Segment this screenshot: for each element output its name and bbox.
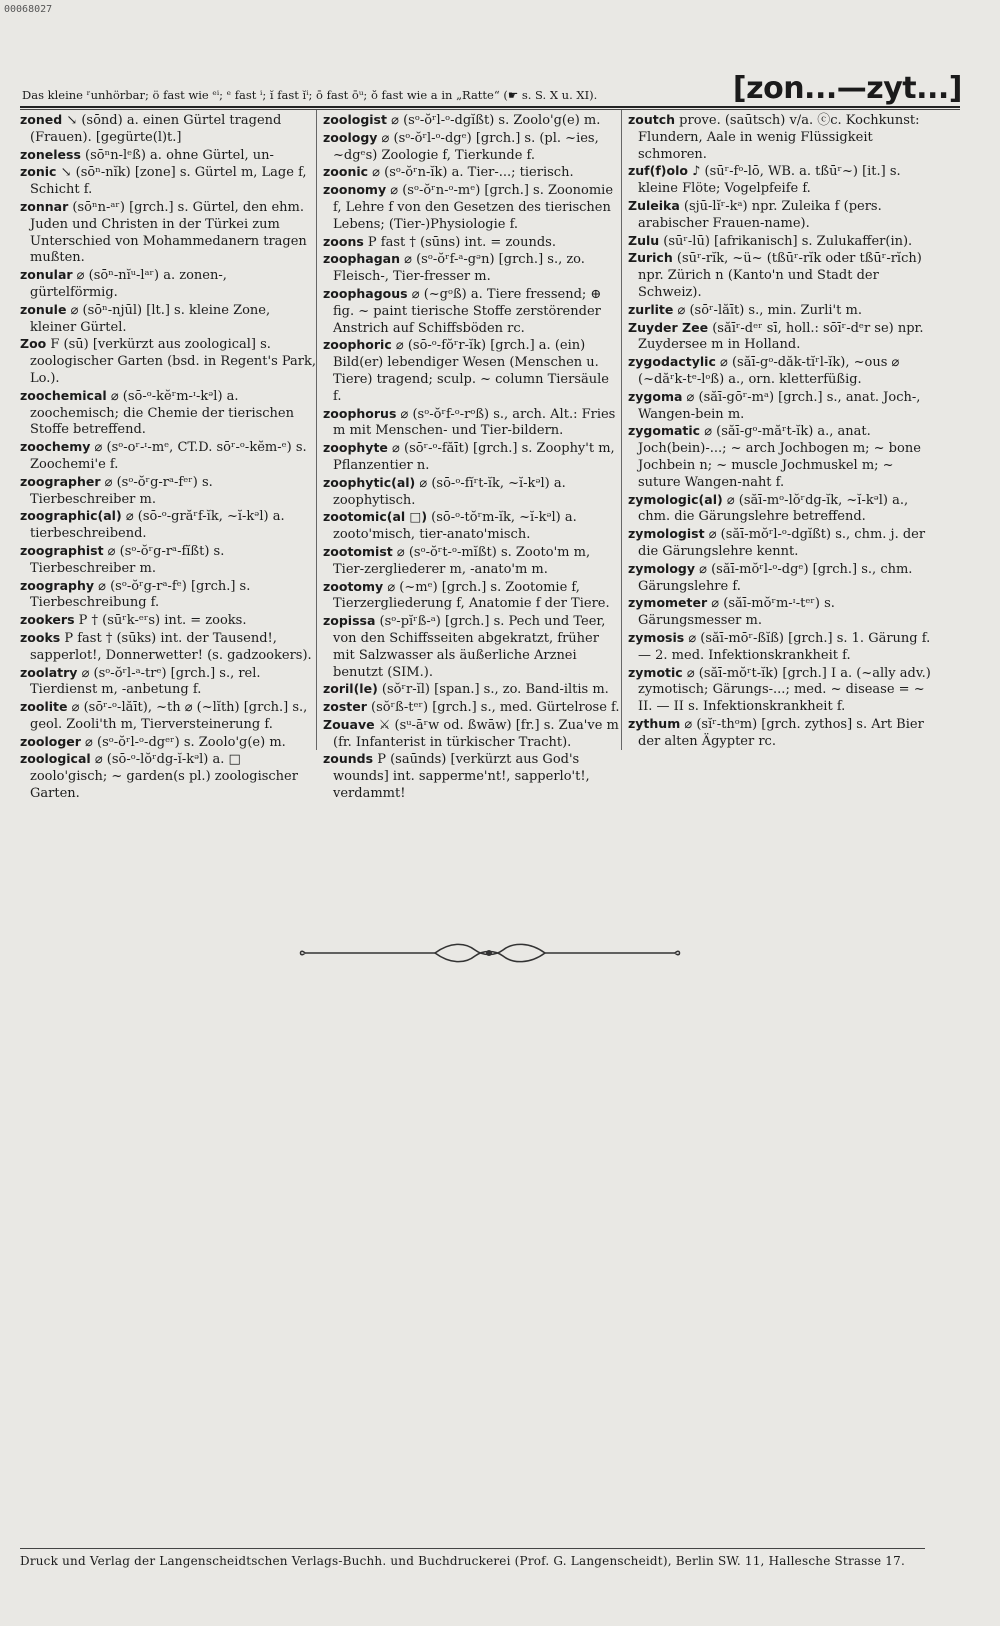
entry-definition: P fast † (sūks) int. der Tausend!, sapperlot!, Donnerwetter! (s. gadzookers). bbox=[30, 630, 312, 663]
entry-headword: zoophorus bbox=[323, 405, 397, 421]
entry-headword: zymotic bbox=[628, 664, 683, 680]
entry-definition: (sōⁿn-ᵃʳ) [grch.] s. Gürtel, den ehm. Juden und Christen in der Türkei zum Unterschied von Mohammedanern tragen mußten. bbox=[30, 199, 307, 266]
entry-definition: ⌀ (săī-mŏʳm-ᶦ-tᵉʳ) s. Gärungsmesser m. bbox=[638, 596, 835, 629]
dictionary-entry bbox=[20, 112, 318, 147]
entry-definition: (sūʳ-rĭk, ~ü~ (tßūʳ-rĭk oder tßūʳ-rĭch) npr. Zürich n (Kanto'n und Stadt der Schweiz). bbox=[638, 251, 922, 300]
entry-definition: ⌀ (sᵒ-ŏʳl-ᵒ-dgᵉ) [grch.] s. (pl. ~ies, ~dgᵉs) Zoologie f, Tierkunde f. bbox=[333, 130, 599, 163]
entry-headword: zoophagan bbox=[323, 251, 401, 267]
dictionary-entry bbox=[628, 233, 933, 251]
entry-headword: zurlite bbox=[628, 301, 674, 317]
entry-headword: zonnar bbox=[20, 198, 69, 214]
dictionary-entry bbox=[20, 699, 318, 734]
dictionary-entry bbox=[20, 199, 318, 267]
entry-headword: zygomatic bbox=[628, 423, 701, 439]
dictionary-entry bbox=[20, 508, 318, 543]
entry-definition: ↘ (sōnd) a. einen Gürtel tragend (Frauen). [gegürte(l)t.] bbox=[30, 113, 282, 145]
dictionary-entry bbox=[20, 578, 318, 613]
entry-definition: ⌀ (săī-gōʳ-mᵃ) [grch.] s., anat. Joch-, Wangen-bein m. bbox=[638, 389, 921, 422]
dictionary-entry bbox=[628, 198, 933, 233]
dictionary-entry bbox=[323, 234, 621, 252]
entry-headword: zooks bbox=[20, 629, 61, 645]
entry-headword: zoology bbox=[323, 129, 378, 145]
page-range: [zon...—zyt...] bbox=[732, 71, 962, 106]
entry-headword: zoned bbox=[20, 112, 63, 127]
dictionary-entry bbox=[628, 561, 933, 596]
pronunciation-key: Das kleine ʳunhörbar; ö fast wie ᵉⁱ; ᵉ fast ⁱ; ĭ fast ĭⁱ; ō fast ōᵘ; ŏ fast wie a in „Ratte“ (☛ s. S. X u. XI). bbox=[22, 88, 598, 102]
entry-definition: (sūʳ-lū) [afrikanisch] s. Zulukaffer(in). bbox=[659, 233, 913, 249]
entry-headword: zootomy bbox=[323, 578, 384, 594]
entry-definition: prove. (saūtsch) v/a. ⓒc. Kochkunst: Flundern, Aale in wenig Flüssigkeit schmoren. bbox=[638, 113, 920, 162]
dictionary-entry bbox=[323, 337, 621, 405]
entry-headword: zymology bbox=[628, 560, 696, 576]
entry-definition: ⌀ (sᵒ-oʳ-ᶦ-mᵉ, CT.D. sōʳ-ᵒ-kĕm-ᵉ) s. Zoochemi'e f. bbox=[30, 440, 307, 472]
entry-definition: ⌀ (sō-ᵒ-grăʳf-ĭk, ~ĭ-kᵊl) a. tierbeschreibend. bbox=[30, 509, 285, 542]
footer-rule bbox=[20, 1548, 925, 1549]
dictionary-entry bbox=[323, 440, 621, 475]
entry-headword: zygodactylic bbox=[628, 354, 716, 370]
dictionary-entry bbox=[20, 665, 318, 700]
entry-definition: P fast † (sūns) int. = zounds. bbox=[363, 234, 556, 250]
entry-headword: zootomic(al □) bbox=[323, 509, 428, 525]
entry-definition: ⚔ (sᵘ-āʳw od. ßwāw) [fr.] s. Zua've m (fr. Infanterist in türkischer Tracht). bbox=[333, 717, 619, 750]
entry-headword: zymologist bbox=[628, 526, 705, 542]
entry-headword: zoological bbox=[20, 751, 91, 767]
scan-id: 00068027 bbox=[4, 4, 53, 15]
entry-headword: zoochemical bbox=[20, 387, 107, 403]
column-divider bbox=[621, 110, 622, 750]
dictionary-entry bbox=[323, 544, 621, 579]
entry-definition: ⌀ (săī-gᵒ-măʳt-ĭk) a., anat. Joch(bein)-...; ~ arch Jochbogen m; ~ bone Jochbein n; ~ muscle Jochmuskel m; ~ suture Wangen-naht f. bbox=[638, 424, 921, 490]
dictionary-entry bbox=[323, 509, 621, 544]
entry-definition: ⌀ (sᵒ-ŏʳg-rᵃ-fĭßt) s. Tierbeschreiber m. bbox=[30, 543, 225, 576]
entry-headword: Zoo bbox=[20, 336, 47, 352]
entry-headword: zoographic(al) bbox=[20, 508, 122, 524]
dictionary-entry bbox=[20, 267, 318, 302]
entry-definition: ⌀ (sō-ᵒ-lŏʳdg-ĭ-kᵊl) a. □ zoolo'gisch; ~ garden(s pl.) zoologischer Garten. bbox=[30, 752, 298, 802]
entry-definition: P † (sūʳk-ᵉʳs) int. = zooks. bbox=[74, 613, 247, 629]
entry-headword: zonule bbox=[20, 301, 67, 317]
entry-headword: zoolite bbox=[20, 699, 68, 715]
header-rule-thin bbox=[20, 109, 960, 110]
dictionary-entry bbox=[20, 164, 318, 199]
entry-definition: (sŏʳr-ĭl) [span.] s., zo. Band-iltis m. bbox=[377, 682, 609, 698]
dictionary-entry bbox=[628, 163, 933, 198]
entry-headword: Zulu bbox=[628, 232, 660, 248]
entry-headword: zymometer bbox=[628, 595, 708, 611]
ornament-rule bbox=[295, 938, 685, 968]
entry-headword: zootomist bbox=[323, 543, 393, 559]
entry-definition: ⌀ (sᵒ-ŏʳg-rᵃ-fᵉʳ) s. Tierbeschreiber m. bbox=[30, 474, 213, 507]
entry-definition: ⌀ (sᵒ-ŏʳg-rᵃ-fᵉ) [grch.] s. Tierbeschreibung f. bbox=[30, 578, 251, 611]
dictionary-entry bbox=[628, 389, 933, 424]
entry-definition: ⌀ (sᵒ-ŏʳn-ĭk) a. Tier-...; tierisch. bbox=[368, 165, 574, 181]
entry-definition: (sōⁿn-lᵉß) a. ohne Gürtel, un- bbox=[80, 147, 274, 163]
dictionary-entry bbox=[323, 164, 621, 182]
dictionary-entry bbox=[628, 716, 933, 751]
entry-headword: zoolatry bbox=[20, 664, 78, 680]
entry-headword: Zouave bbox=[323, 716, 375, 732]
entry-headword: zonic bbox=[20, 164, 57, 180]
dictionary-entry bbox=[20, 439, 318, 474]
dictionary-entry bbox=[323, 475, 621, 510]
entry-headword: Zurich bbox=[628, 250, 673, 266]
entry-headword: zythum bbox=[628, 715, 681, 731]
dictionary-entry bbox=[323, 112, 621, 130]
entry-definition: ⌀ (săī-gᵒ-dăk-tĭʳl-ĭk), ~ous ⌀ (~dăʳk-tᵉ-lᵒß) a., orn. kletterfüßig. bbox=[638, 355, 900, 387]
entry-headword: zoographer bbox=[20, 473, 101, 489]
entry-headword: zoophytic(al) bbox=[323, 474, 416, 490]
entry-headword: Zuyder Zee bbox=[628, 319, 709, 335]
dictionary-entry bbox=[20, 302, 318, 337]
entry-definition: (sō-ᵒ-tŏʳm-ĭk, ~ĭ-kᵊl) a. zooto'misch, tier-anato'misch. bbox=[333, 510, 577, 543]
dictionary-entry bbox=[323, 717, 621, 752]
entry-headword: zoophoric bbox=[323, 337, 392, 353]
dictionary-entry bbox=[323, 406, 621, 441]
entry-definition: ⌀ (sō-ᵒ-kĕʳm-ᶦ-kᵊl) a. zoochemisch; die Chemie der tierischen Stoffe betreffend. bbox=[30, 388, 294, 438]
entry-headword: zoster bbox=[323, 699, 367, 715]
dictionary-entry bbox=[323, 751, 621, 802]
dictionary-entry bbox=[323, 286, 621, 337]
entry-headword: zoologist bbox=[323, 112, 387, 127]
running-head bbox=[22, 72, 962, 106]
entry-definition: ⌀ (săī-mŏʳt-ĭk) [grch.] I a. (~ally adv.) zymotisch; Gärungs-...; med. ~ disease = ~ II. — II s. Infektionskrankheit f. bbox=[638, 665, 931, 715]
dictionary-entry bbox=[628, 630, 933, 665]
entry-definition: ⌀ (sᵒ-ŏʳl-ᵃ-trᵉ) [grch.] s., rel. Tierdienst m, -anbetung f. bbox=[30, 665, 261, 698]
entry-definition: ⌀ (săī-mᵒ-lŏʳdg-ĭk, ~ĭ-kᵊl) a., chm. die Gärungslehre betreffend. bbox=[638, 492, 909, 525]
dictionary-entry bbox=[323, 613, 621, 681]
dictionary-entry bbox=[628, 302, 933, 320]
entry-definition: ⌀ (sᵒ-ŏʳt-ᵒ-mĭßt) s. Zooto'm m, Tier-zergliederer m, -anato'm m. bbox=[333, 544, 591, 577]
dictionary-entry bbox=[628, 250, 933, 301]
dictionary-entry bbox=[20, 147, 318, 165]
entry-definition: ⌀ (~gᵒß) a. Tiere fressend; ⊕ fig. ~ paint tierische Stoffe zerstörender Anstrich auf Schiffsböden rc. bbox=[333, 286, 602, 336]
entry-definition: (sŏʳß-tᵉʳ) [grch.] s., med. Gürtelrose f. bbox=[366, 700, 620, 716]
entry-headword: zygoma bbox=[628, 388, 683, 404]
dictionary-entry bbox=[20, 336, 318, 387]
imprint-footer: Druck und Verlag der Langenscheidtschen Verlags-Buchh. und Buchdruckerei (Prof. G. Langenscheidt), Berlin SW. 11, Hallesche Strasse 17. bbox=[20, 1554, 905, 1568]
entry-definition: ↘ (sōⁿ-nĭk) [zone] s. Gürtel m, Lage f, Schicht f. bbox=[30, 165, 307, 198]
dictionary-entry bbox=[628, 526, 933, 561]
entry-definition: ⌀ (sᵒ-ŏʳl-ᵒ-dgĭßt) s. Zoolo'g(e) m. bbox=[386, 113, 601, 128]
entry-definition: ⌀ (sōⁿ-nĭᵘ-lᵃʳ) a. zonen-, gürtelförmig. bbox=[30, 268, 227, 300]
entry-definition: ⌀ (sōʳ-ᵒ-făīt) [grch.] s. Zoophy't m, Pflanzentier n. bbox=[333, 441, 615, 473]
entry-definition: ⌀ (sō-ᵒ-fĭʳt-ĭk, ~ĭ-kᵊl) a. zoophytisch. bbox=[333, 475, 566, 508]
entry-definition: ⌀ (sō-ᵒ-fŏʳr-ĭk) [grch.] a. (ein) Bild(er) lebendiger Wesen (Menschen u. Tiere) tragend; sculp. ~ column Tiersäule f. bbox=[333, 338, 609, 404]
dictionary-entry bbox=[20, 751, 318, 802]
dictionary-entry bbox=[628, 595, 933, 630]
entry-definition: ⌀ (~mᵉ) [grch.] s. Zootomie f, Tierzergliederung f, Anatomie f der Tiere. bbox=[333, 579, 610, 612]
dictionary-entry bbox=[20, 630, 318, 665]
dictionary-entry bbox=[323, 182, 621, 233]
entry-definition: ⌀ (săī-mŏʳl-ᵒ-dgĭßt) s., chm. j. der die Gärungslehre kennt. bbox=[638, 527, 926, 559]
entry-definition: (sjū-lĭʳ-kᵃ) npr. Zuleika f (pers. arabischer Frauen-name). bbox=[638, 198, 882, 231]
entry-definition: P (saūnds) [verkürzt aus God's wounds] int. sapperme'nt!, sapperlo't!, verdammt! bbox=[333, 752, 590, 802]
dictionary-entry bbox=[628, 665, 933, 716]
entry-headword: zoophagous bbox=[323, 285, 408, 301]
entry-definition: ⌀ (sōʳ-lăīt) s., min. Zurli't m. bbox=[673, 302, 862, 318]
header-rule bbox=[20, 106, 960, 108]
entry-definition: ⌀ (sĭʳ-thᵒm) [grch. zythos] s. Art Bier der alten Ägypter rc. bbox=[638, 716, 924, 749]
column-2 bbox=[323, 112, 621, 803]
entry-definition: ♪ (sūʳ-fᵒ-lō, WB. a. tßūʳ~) [it.] s. kleine Flöte; Vogelpfeife f. bbox=[638, 164, 901, 197]
entry-headword: zuf(f)olo bbox=[628, 163, 688, 179]
dictionary-entry bbox=[20, 543, 318, 578]
entry-headword: zonular bbox=[20, 267, 73, 283]
column-3 bbox=[628, 112, 933, 750]
dictionary-entry bbox=[628, 423, 933, 491]
entry-headword: zoneless bbox=[20, 146, 81, 162]
entry-definition: (săīʳ-dᵉʳ sī, holl.: sōīʳ-dᵉr se) npr. Zuydersee m in Holland. bbox=[638, 320, 924, 353]
entry-headword: zoons bbox=[323, 233, 364, 249]
entry-headword: zoril(le) bbox=[323, 681, 378, 697]
entry-definition: ⌀ (săī-mŏʳl-ᵒ-dgᵉ) [grch.] s., chm. Gärungslehre f. bbox=[638, 561, 913, 594]
dictionary-entry bbox=[20, 388, 318, 439]
dictionary-entry bbox=[628, 354, 933, 389]
dictionary-entry bbox=[628, 112, 933, 163]
dictionary-entry bbox=[628, 492, 933, 527]
entry-headword: zoologer bbox=[20, 733, 81, 749]
dictionary-entry bbox=[20, 474, 318, 509]
entry-definition: ⌀ (sᵒ-ŏʳl-ᵒ-dgᵉʳ) s. Zoolo'g(e) m. bbox=[80, 734, 286, 750]
dictionary-entry bbox=[323, 130, 621, 165]
entry-definition: ⌀ (sōⁿ-njūl) [lt.] s. kleine Zone, kleiner Gürtel. bbox=[30, 302, 271, 335]
entry-headword: zymologic(al) bbox=[628, 491, 723, 507]
dictionary-entry bbox=[323, 251, 621, 286]
dictionary-entry bbox=[20, 734, 318, 752]
entry-definition: F (sū) [verkürzt aus zoological] s. zoologischer Garten (bsd. in Regent's Park, Lo.). bbox=[30, 337, 317, 386]
entry-headword: zoographist bbox=[20, 542, 104, 558]
entry-headword: zoography bbox=[20, 577, 94, 593]
entry-headword: zymosis bbox=[628, 629, 685, 645]
entry-headword: zoutch bbox=[628, 112, 676, 127]
dictionary-entry bbox=[323, 699, 621, 717]
entry-definition: (sᵒ-pĭʳß-ᵃ) [grch.] s. Pech und Teer, von den Schiffsseiten abgekratzt, früher mit Salzwasser als äußerliche Arznei benutzt (SIM.). bbox=[333, 614, 606, 680]
entry-headword: zopissa bbox=[323, 613, 376, 629]
dictionary-entry bbox=[323, 681, 621, 699]
dictionary-entry bbox=[628, 320, 933, 355]
entry-headword: zounds bbox=[323, 751, 374, 767]
entry-headword: zookers bbox=[20, 612, 75, 628]
entry-headword: zoonic bbox=[323, 164, 369, 180]
entry-definition: ⌀ (sᵒ-ŏʳf-ᵒ-rᵒß) s., arch. Alt.: Fries m mit Menschen- und Tier-bildern. bbox=[333, 406, 616, 439]
entry-headword: Zuleika bbox=[628, 197, 680, 213]
entry-definition: ⌀ (sᵒ-ŏʳn-ᵒ-mᵉ) [grch.] s. Zoonomie f, Lehre f von den Gesetzen des tierischen Lebens; (Tier-)Physiologie f. bbox=[333, 183, 614, 232]
entry-headword: zoophyte bbox=[323, 440, 388, 456]
column-1 bbox=[20, 112, 318, 803]
dictionary-entry bbox=[323, 579, 621, 614]
entry-definition: ⌀ (sᵒ-ŏʳf-ᵃ-gᵊn) [grch.] s., zo. Fleisch-, Tier-fresser m. bbox=[333, 252, 585, 285]
entry-headword: zoonomy bbox=[323, 182, 387, 198]
entry-definition: ⌀ (sōʳ-ᵒ-lăīt), ~th ⌀ (~lĭth) [grch.] s., geol. Zooli'th m, Tierversteinerung f. bbox=[30, 700, 308, 732]
dictionary-entry bbox=[20, 612, 318, 630]
entry-headword: zoochemy bbox=[20, 439, 91, 455]
entry-definition: ⌀ (săī-mōʳ-ßĭß) [grch.] s. 1. Gärung f. — 2. med. Infektionskrankheit f. bbox=[638, 630, 931, 663]
